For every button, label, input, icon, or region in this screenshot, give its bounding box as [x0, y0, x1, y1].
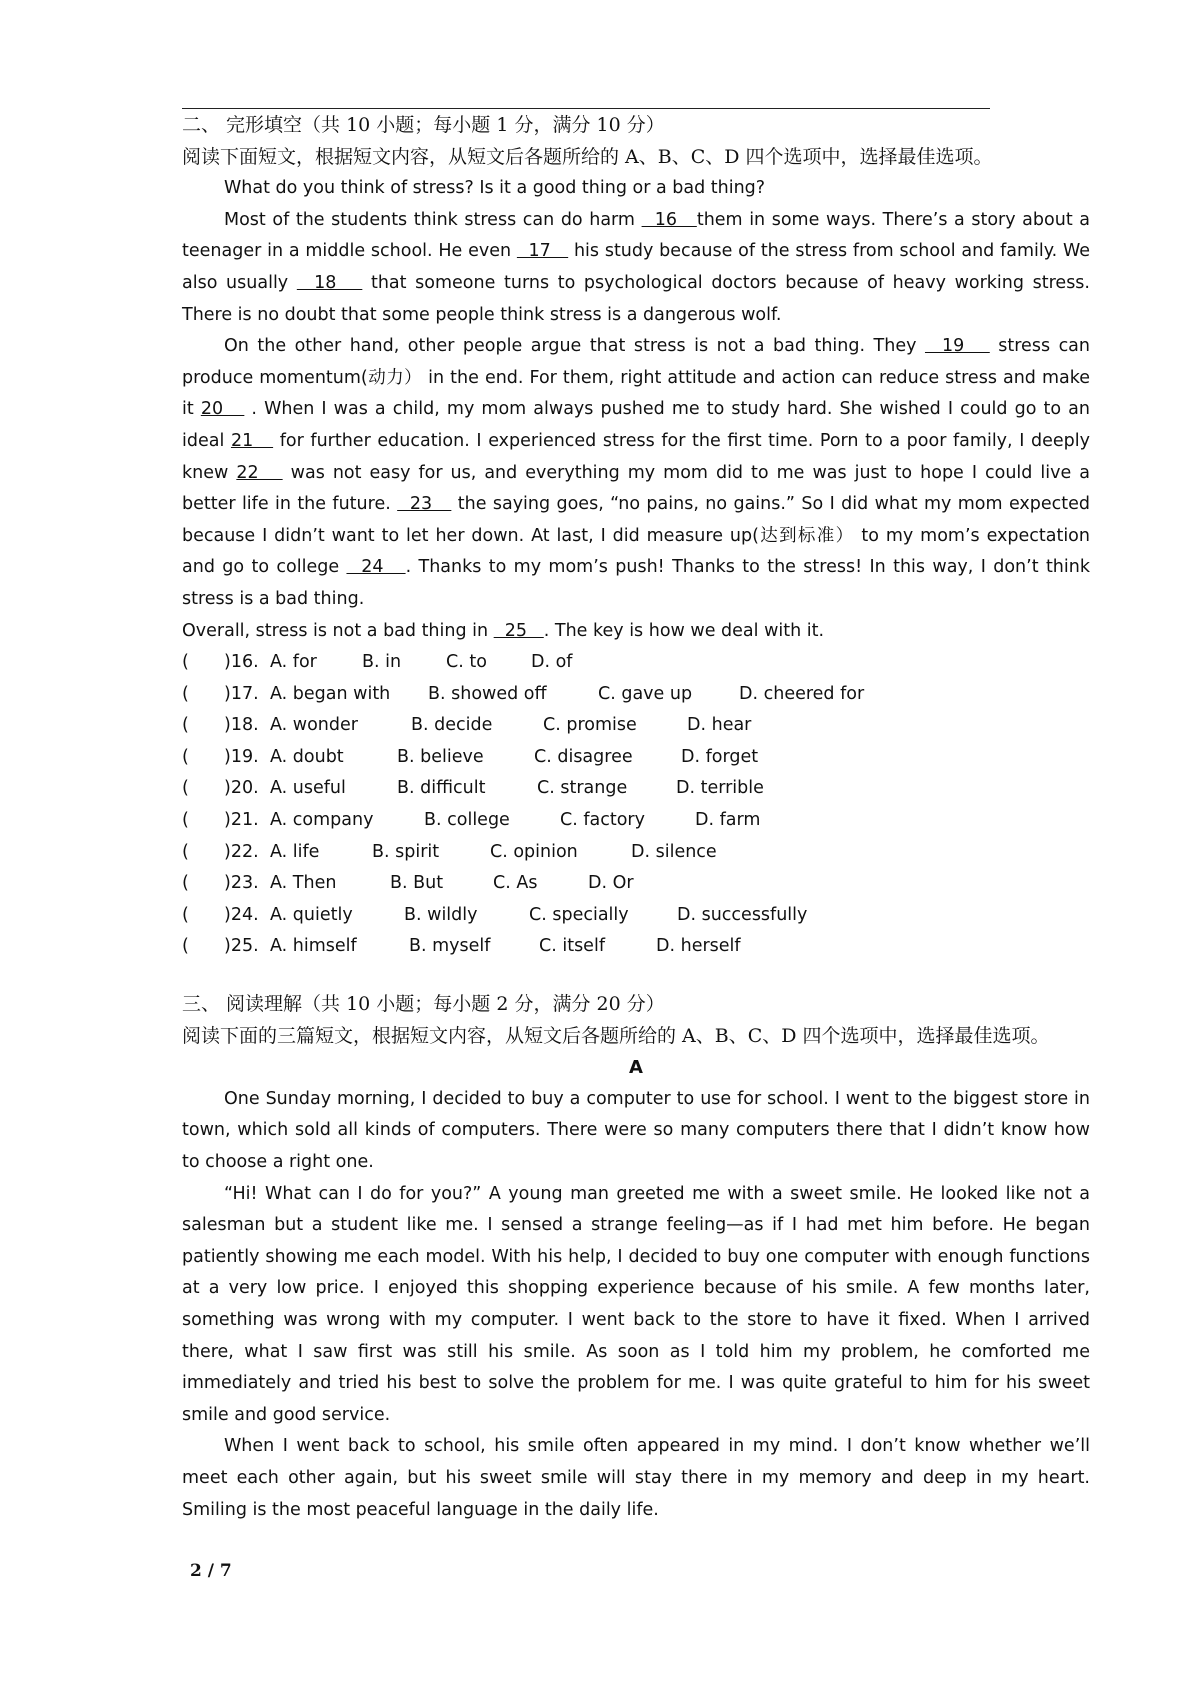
question-row-24	[182, 900, 1090, 932]
cloze-paragraph-1: What do you think of stress? Is it a good thing or a bad thing?	[224, 178, 766, 199]
option-b: B. difficult	[397, 778, 486, 799]
option-c: C. gave up	[598, 683, 693, 704]
option-b: B. believe	[397, 746, 484, 767]
text-run: On the other hand, other people argue that stress is not a bad thing. They	[224, 336, 925, 357]
blank-21: 21	[230, 430, 274, 451]
option-d: D. successfully	[677, 904, 808, 925]
option-a: A. doubt	[270, 746, 344, 767]
option-c: C. to	[446, 652, 487, 673]
answer-bracket[interactable]: (	[182, 715, 189, 736]
passage-a-paragraph-2: “Hi! What can I do for you?” A young man greeted me with a sweet smile. He looked like not a salesman but a student like me. I sensed a strange feeling—as if I had met him before. He began patiently showing me each model. With his help, I decided to buy one computer with enough functions at a very low price. I enjoyed this shopping experience because of his smile. A few months later, something was wrong with my computer. I went back to the store to have it fixed. When I arrived there, what I saw first was still his smile. As soon as I told him my problem, he comforted me immediately and tried his best to solve the problem for me. I was quite grateful to him for his sweet smile and good service.	[182, 1183, 1090, 1425]
text-run: . Thanks to my mom’s push! Thanks to the stress! In this way, I don’t think stress is a bad thing.	[182, 557, 1090, 609]
blank-23: 23	[397, 494, 452, 515]
section3-instruction: 阅读下面的三篇短文，根据短文内容，从短文后各题所给的 A、B、C、D 四个选项中，选择最佳选项。	[182, 1024, 1050, 1047]
question-list	[182, 647, 1090, 963]
blank-17: 17	[516, 241, 569, 262]
text-run: them in some ways. There’s a story about a teenager in a middle school. He even	[182, 209, 1090, 262]
text-run: was not easy for us, and everything my mom did to me was just to hope I could live a better life in the future.	[182, 462, 1090, 515]
option-c: C. opinion	[490, 841, 578, 862]
blank-16: 16	[641, 209, 697, 230]
text-run: his study because of the stress from school and family. We also usually	[182, 241, 1090, 293]
blank-18: 18	[296, 272, 363, 293]
section3-title: 三、 阅读理解（共 10 小题；每小题 2 分，满分 20 分）	[182, 993, 665, 1016]
option-c: C. itself	[539, 936, 605, 957]
option-b: B. showed off	[428, 683, 547, 704]
passage-a	[182, 1084, 1090, 1526]
question-row-23	[182, 868, 1090, 900]
cloze-paragraph-2	[182, 205, 1090, 331]
text-run: that someone turns to psychological doctors because of heavy working stress. There is no doubt that some people think stress is a dangerous wolf.	[182, 272, 1090, 325]
blank-20: 20	[200, 399, 245, 420]
option-d: D. herself	[656, 936, 741, 957]
option-b: B. myself	[409, 936, 491, 957]
question-row-25	[182, 931, 1090, 963]
option-a: A. company	[270, 810, 374, 831]
question-row-17	[182, 679, 1090, 711]
answer-bracket[interactable]: (	[182, 904, 189, 925]
text-run: . When I was a child, my mom always pushed me to study hard. She wished I could go to an ideal	[182, 399, 1090, 451]
option-b: B. But	[390, 873, 444, 894]
question-number: )25.	[224, 936, 259, 957]
cloze-paragraph-4	[182, 616, 1090, 648]
section2-title: 二、 完形填空（共 10 小题；每小题 1 分，满分 10 分）	[182, 114, 665, 136]
section-spacer	[182, 963, 1090, 989]
option-a: A. life	[270, 841, 320, 862]
answer-bracket[interactable]: (	[182, 683, 189, 704]
question-row-20	[182, 773, 1090, 805]
option-b: B. decide	[411, 715, 493, 736]
passage-a-title: A	[629, 1057, 643, 1079]
question-row-19	[182, 742, 1090, 774]
option-a: A. began with	[270, 683, 391, 704]
option-c: C. As	[493, 873, 538, 894]
text-run: Most of the students think stress can do harm	[224, 209, 642, 230]
text-run: Overall, stress is not a bad thing in	[182, 620, 494, 641]
option-a: A. quietly	[270, 904, 353, 925]
answer-bracket[interactable]: (	[182, 841, 189, 862]
option-a: A. useful	[270, 778, 346, 799]
answer-bracket[interactable]: (	[182, 746, 189, 767]
text-run: the saying goes, “no pains, no gains.” So I did what my mom expected because I didn’t want to let her down. At last, I did measure up(达到标准） to my mom’s expectation and go to college	[182, 494, 1090, 578]
question-number: )18.	[224, 715, 259, 736]
option-d: D. forget	[681, 746, 759, 767]
option-d: D. farm	[695, 810, 761, 831]
option-a: A. himself	[270, 936, 357, 957]
question-row-18	[182, 710, 1090, 742]
blank-25: 25	[493, 620, 544, 641]
text-run: . The key is how we deal with it.	[543, 620, 825, 641]
question-number: )20.	[224, 778, 259, 799]
question-number: )24.	[224, 904, 259, 925]
passage-a-paragraph-3: When I went back to school, his smile often appeared in my mind. I don’t know whether we’ll meet each other again, but his sweet smile will stay there in my memory and deep in my heart. Smiling is the most peaceful language in the daily life.	[182, 1436, 1090, 1520]
answer-bracket[interactable]: (	[182, 873, 189, 894]
question-number: )22.	[224, 841, 259, 862]
option-d: D. of	[531, 652, 573, 673]
blank-22: 22	[236, 462, 283, 483]
option-d: D. Or	[588, 873, 634, 894]
blank-19: 19	[924, 336, 990, 357]
option-b: B. in	[362, 652, 402, 673]
page-number: 2 / 7	[190, 1561, 232, 1581]
cloze-paragraph-3	[182, 331, 1090, 615]
option-b: B. college	[424, 810, 510, 831]
question-number: )21.	[224, 810, 259, 831]
option-d: D. silence	[631, 841, 717, 862]
blank-24: 24	[346, 557, 406, 578]
option-d: D. hear	[687, 715, 752, 736]
header-rule	[182, 108, 990, 109]
question-row-21	[182, 805, 1090, 837]
option-a: A. wonder	[270, 715, 358, 736]
option-b: B. wildly	[404, 904, 478, 925]
option-d: D. terrible	[676, 778, 764, 799]
option-a: A. for	[270, 652, 317, 673]
answer-bracket[interactable]: (	[182, 652, 189, 673]
option-d: D. cheered for	[739, 683, 865, 704]
option-c: C. specially	[529, 904, 629, 925]
question-number: )19.	[224, 746, 259, 767]
answer-bracket[interactable]: (	[182, 936, 189, 957]
option-b: B. spirit	[372, 841, 440, 862]
question-number: )23.	[224, 873, 259, 894]
question-row-22	[182, 837, 1090, 869]
section2-instruction: 阅读下面短文，根据短文内容，从短文后各题所给的 A、B、C、D 四个选项中，选择最佳选项。	[182, 145, 993, 168]
question-row-16	[182, 647, 1090, 679]
exam-content	[182, 110, 1090, 1526]
option-c: C. promise	[543, 715, 637, 736]
option-c: C. disagree	[534, 746, 633, 767]
passage-a-paragraph-1: One Sunday morning, I decided to buy a computer to use for school. I went to the biggest store in town, which sold all kinds of computers. There were so many computers there that I didn’t know how to choose a right one.	[182, 1088, 1090, 1172]
question-number: )17.	[224, 683, 259, 704]
section3-instruction-block	[182, 1021, 1090, 1053]
answer-bracket[interactable]: (	[182, 778, 189, 799]
option-a: A. Then	[270, 873, 337, 894]
answer-bracket[interactable]: (	[182, 810, 189, 831]
option-c: C. factory	[560, 810, 645, 831]
cloze-passage	[182, 173, 1090, 647]
text-run: stress can produce momentum(动力） in the end. For them, right attitude and action can reduce stress and make it	[182, 336, 1090, 420]
text-run: for further education. I experienced stress for the first time. Porn to a poor family, I deeply knew	[182, 430, 1090, 483]
question-number: )16.	[224, 652, 259, 673]
option-c: C. strange	[537, 778, 628, 799]
